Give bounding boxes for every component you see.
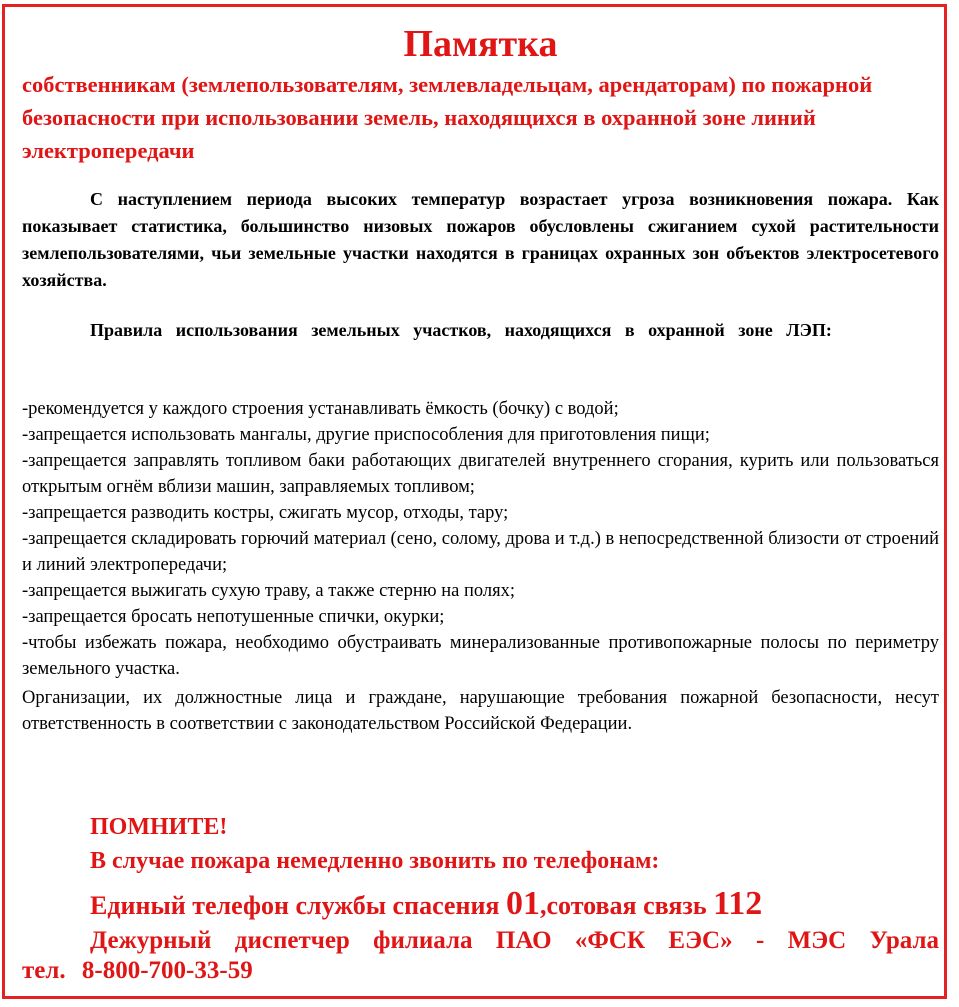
- list-item: -запрещается разводить костры, сжигать мусор, отходы, тару;: [22, 503, 509, 523]
- dispatcher-phone: Дежурный диспетчер филиала ПАО «ФСК ЕЭС» - МЭС Урала тел. 8-800-700-33-59: [22, 927, 939, 984]
- rules-list: [22, 396, 939, 682]
- unified-label: Единый телефон службы спасения: [90, 891, 506, 920]
- list-item: -запрещается выжигать сухую траву, а также стерню на полях;: [22, 581, 516, 601]
- rules-heading: Правила использования земельных участков, находящихся в охранной зоне ЛЭП:: [90, 320, 832, 340]
- list-item: -чтобы избежать пожара, необходимо обустраивать минерализованные противопожарные полосы по периметру земельного участка.: [22, 633, 939, 679]
- notice-subtitle: собственникам (землепользователям, землевладельцам, арендаторам) по пожарной безопасности при использовании земель, находящихся в охранной зоне линий электропередачи: [22, 72, 873, 163]
- emergency-numbers: [22, 884, 939, 926]
- responsibility-paragraph: Организации, их должностные лица и граждане, нарушающие требования пожарной безопасности, несут ответственность в соответствии с законодательством Российской Федерации.: [22, 688, 939, 734]
- list-item: -запрещается складировать горючий материал (сено, солому, дрова и т.д.) в непосредственной близости от строений и линий электропередачи;: [22, 529, 939, 575]
- mobile-number: 112: [713, 885, 763, 922]
- mobile-label: ,сотовая связь: [540, 891, 714, 920]
- remember-heading: ПОМНИТЕ!: [90, 814, 228, 840]
- remember-section: [22, 810, 939, 986]
- list-item: -запрещается использовать мангалы, другие приспособления для приготовления пищи;: [22, 425, 710, 445]
- list-item: -запрещается заправлять топливом баки работающих двигателей внутреннего сгорания, курить или пользоваться открытым огнём вблизи машин, заправляемых топливом;: [22, 451, 939, 497]
- call-instruction: В случае пожара немедленно звонить по телефонам:: [90, 848, 660, 874]
- notice-title: Памятка: [403, 23, 558, 65]
- list-item: -запрещается бросать непотушенные спички, окурки;: [22, 607, 445, 627]
- intro-paragraph: С наступлением периода высоких температур возрастает угроза возникновения пожара. Как показывает статистика, большинство низовых пожаров обусловлены сжиганием сухой растительности землепользователями, чьи земельные участки находятся в границах охранных зон объектов электросетевого хозяйства.: [22, 189, 939, 290]
- unified-number: 01: [506, 885, 540, 922]
- list-item: -рекомендуется у каждого строения устанавливать ёмкость (бочку) с водой;: [22, 399, 619, 419]
